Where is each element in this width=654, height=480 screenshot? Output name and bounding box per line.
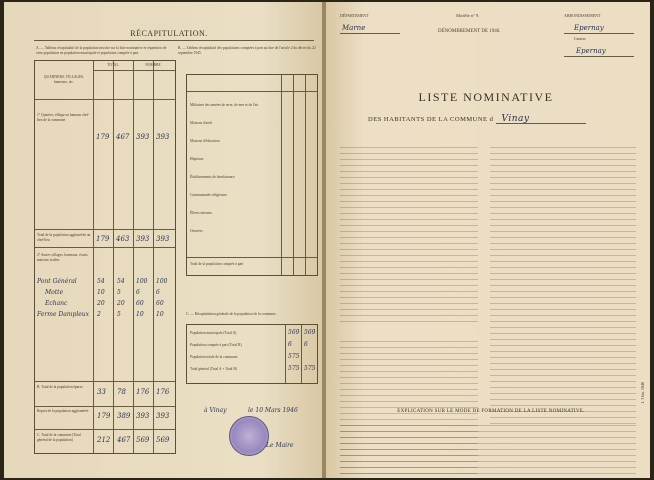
c-value: 6 <box>288 341 292 348</box>
c-value: 569 <box>304 329 316 336</box>
c-row: Population municipale (Total A) <box>190 331 237 335</box>
section-a-title: A. — Tableau récapitulatif de la population inscrite sur la liste nominative et répartition de cette population en population municipale et population comptée à part. <box>36 46 167 55</box>
hamlet-name: Echanc <box>45 300 68 307</box>
b-row: Maisons d'arrêt <box>190 121 213 125</box>
hamlet-value: 10 <box>136 311 144 318</box>
mairie-seal <box>229 416 269 456</box>
table-b <box>186 74 318 276</box>
b-row: Communautés religieuses <box>190 193 228 197</box>
left-page <box>4 2 324 478</box>
commune-subtitle-prefix: DES HABITANTS DE LA COMMUNE d <box>368 116 494 123</box>
liste-nominative-title: LISTE NOMINATIVE <box>418 90 554 104</box>
row-final-value: 467 <box>117 436 131 444</box>
margin-note: 1. 3 bis. 1946 <box>640 382 645 404</box>
instructions-column-right <box>490 142 636 424</box>
row-total-value-4: 393 <box>156 235 170 243</box>
col-total: TOTAL <box>107 63 119 67</box>
hamlet-value: 20 <box>117 300 125 307</box>
c-value: 575 <box>288 365 300 372</box>
table-c <box>186 324 318 384</box>
row-b-total-value: 176 <box>156 388 170 396</box>
recapitulation-title: RÉCAPITULATION. <box>130 29 208 38</box>
row-final-value: 212 <box>97 436 111 444</box>
row-total-label: Total de la population agglomérée au chef-lieu <box>37 233 91 242</box>
right-page <box>326 2 650 478</box>
row-final-value: 569 <box>136 436 150 444</box>
register-spread <box>4 2 650 478</box>
c-value: 6 <box>304 341 308 348</box>
row-1-label: 1° Quartier, village ou hameau chef-lieu de la commune <box>37 113 90 122</box>
row-b-total-value: 176 <box>136 388 150 396</box>
section-b-title: B. — Tableau récapitulatif des populations comptées à part au titre de l'article 2 du décret du 22 septembre 1945. <box>178 46 316 55</box>
canton-label: Canton <box>574 36 586 41</box>
row-report-label: Report de la population agglomérée <box>37 409 89 413</box>
row-b-total-value: 33 <box>97 388 106 396</box>
hamlet-value: 10 <box>156 311 164 318</box>
col-nombre: NOMBRE <box>145 63 161 67</box>
row-total-value-2: 463 <box>116 235 130 243</box>
row-report-value: 179 <box>97 412 111 420</box>
hamlet-value: 20 <box>97 300 105 307</box>
hamlet-value: 100 <box>136 278 148 285</box>
c-row: Population comptée à part (Total B) <box>190 343 242 347</box>
row-report-value: 389 <box>117 412 131 420</box>
b-row: Ouvriers <box>190 229 203 233</box>
c-value: 575 <box>304 365 316 372</box>
row-2-label: 2° Autres villages, hameaux, écarts, maisons isolées <box>37 253 89 262</box>
hamlet-value: 60 <box>156 300 164 307</box>
row-b-total-label: B. Total de la population éparse <box>37 385 83 389</box>
c-value: 569 <box>288 329 300 336</box>
hamlet-value: 5 <box>117 289 121 296</box>
hamlet-name: Motte <box>45 289 64 296</box>
b-row: Militaires des armées de terre, de mer et de l'air <box>190 103 259 107</box>
hamlet-value: 54 <box>117 278 125 285</box>
row-report-value: 393 <box>156 412 170 420</box>
hamlet-name: Pont Général <box>37 278 77 285</box>
row-final-label: C. Total de la commune (Total général de la population) <box>37 433 81 442</box>
row-total-value-3: 393 <box>136 235 150 243</box>
hamlet-name: Ferme Dampleux <box>37 311 90 318</box>
b-row: Élèves internes <box>190 211 212 215</box>
row-1-value-3: 393 <box>136 133 150 141</box>
departement-label: DÉPARTEMENT <box>340 13 369 18</box>
hamlet-value: 54 <box>97 278 105 285</box>
row-final-value: 569 <box>156 436 170 444</box>
recensement-label: DÉNOMBREMENT DE 1946. <box>438 29 501 34</box>
row-1-value-2: 467 <box>116 133 130 141</box>
hamlet-value: 6 <box>136 289 140 296</box>
hamlet-value: 10 <box>97 289 105 296</box>
modele-label: Modèle n° 9. <box>456 13 480 18</box>
hamlet-value: 6 <box>156 289 160 296</box>
table-a <box>34 60 176 454</box>
hamlet-value: 2 <box>97 311 101 318</box>
b-row: Maisons d'éducation <box>190 139 220 143</box>
b-row: Hôpitaux <box>190 157 204 161</box>
signature-place: à Vinay <box>204 407 227 414</box>
row-1-value-1: 179 <box>96 133 110 141</box>
signature-date: le 10 Mars 1946 <box>248 407 298 414</box>
c-row: Total général (Total A + Total B) <box>190 367 237 371</box>
hamlet-value: 60 <box>136 300 144 307</box>
b-row: Total de la population comptée à part <box>190 262 244 266</box>
col-quartiers: QUARTIERS, VILLAGES, hameaux, etc. <box>43 75 85 84</box>
canton-value: Epernay <box>576 47 606 55</box>
row-b-total-value: 78 <box>117 388 126 396</box>
row-report-value: 393 <box>136 412 150 420</box>
arrondissement-value: Epernay <box>574 24 604 32</box>
hamlet-value: 5 <box>117 311 121 318</box>
arrondissement-label: ARRONDISSEMENT <box>564 13 601 18</box>
c-row: Population totale de la commune <box>190 355 238 359</box>
section-c-title: C. — Récapitulation générale de la population de la commune. <box>186 312 277 316</box>
departement-value: Marne <box>342 24 366 32</box>
c-value: 575 <box>288 353 300 360</box>
mayor-signature: Le Maire <box>266 442 294 449</box>
explication-text <box>340 420 636 478</box>
hamlet-value: 100 <box>156 278 168 285</box>
explication-title: EXPLICATION SUR LE MODE DE FORMATION DE LA LISTE NOMINATIVE. <box>397 409 585 414</box>
row-total-value-1: 179 <box>96 235 110 243</box>
row-1-value-4: 393 <box>156 133 170 141</box>
b-row: Établissements de bienfaisance <box>190 175 235 179</box>
commune-name: Vinay <box>501 114 530 124</box>
